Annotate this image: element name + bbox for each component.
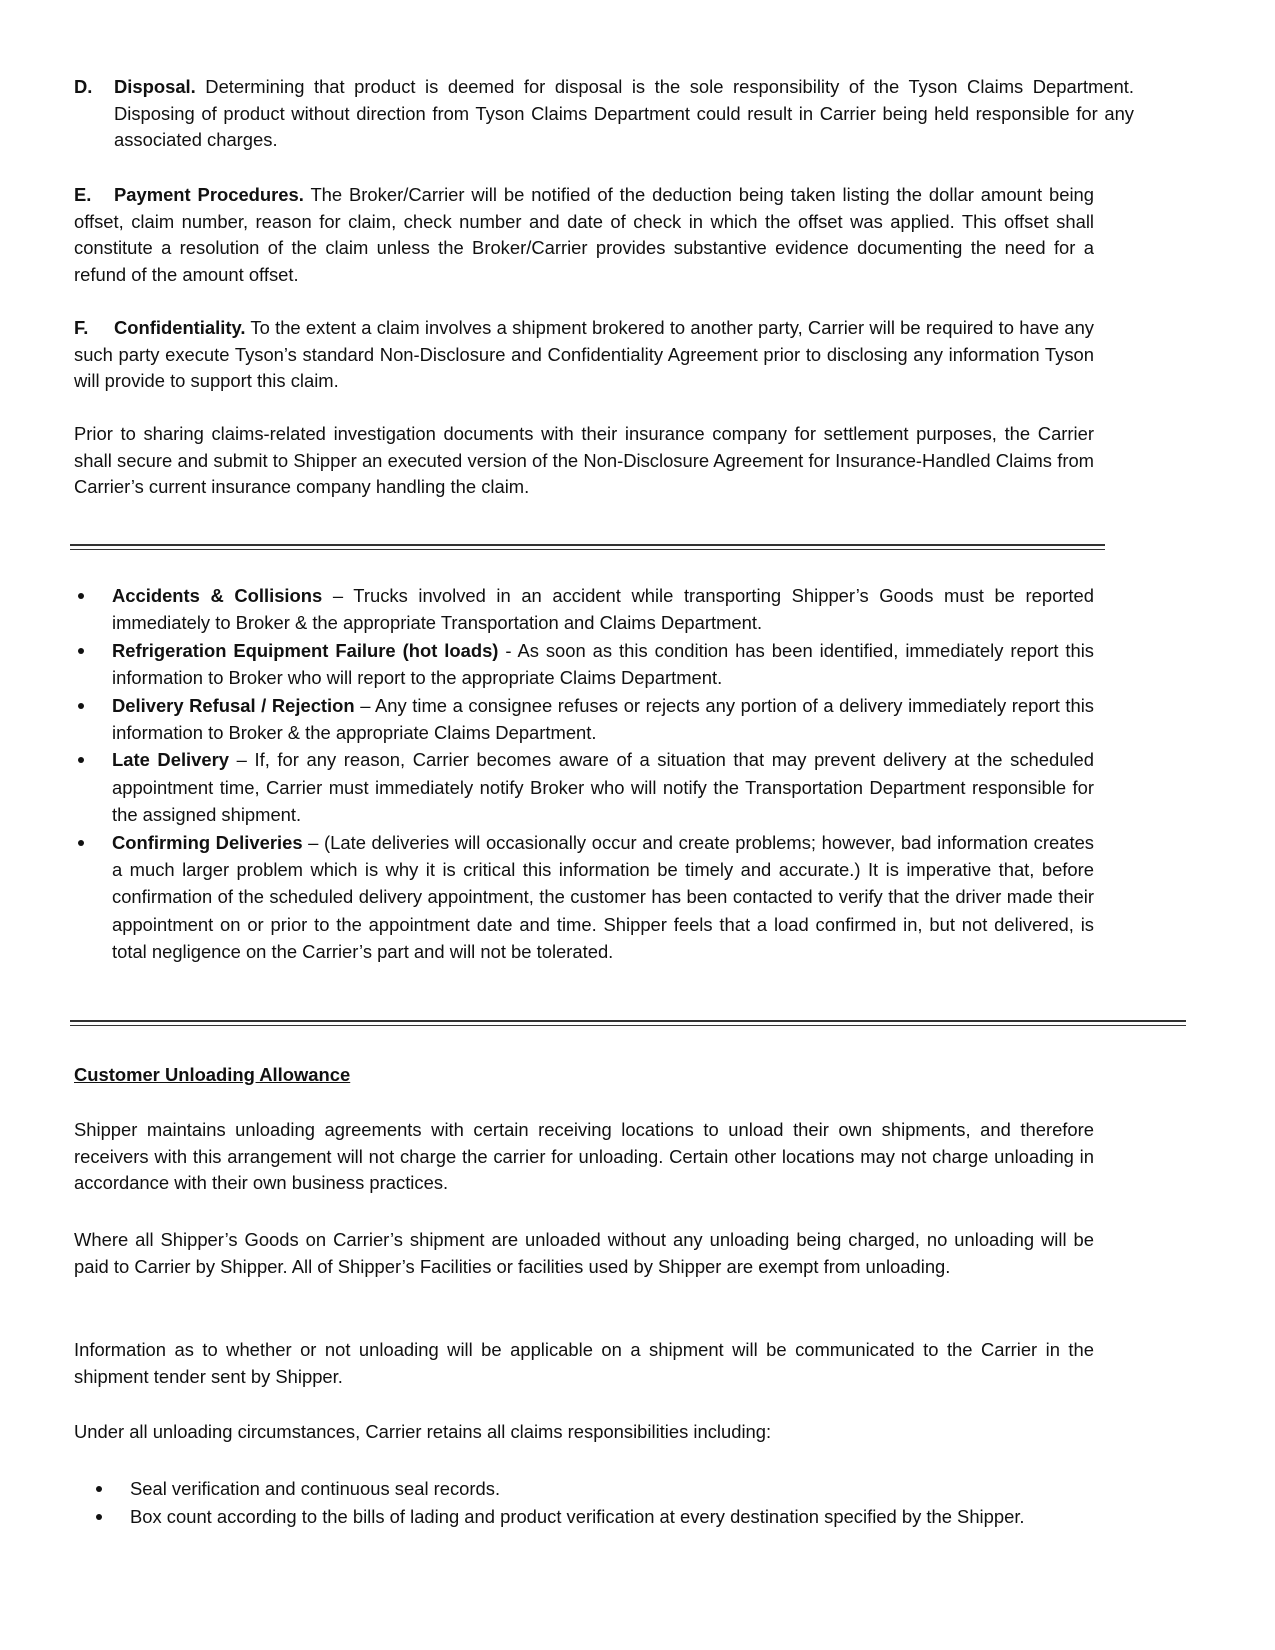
notice-text: – If, for any reason, Carrier becomes aware of a situation that may prevent delivery at the scheduled appointment time, Carrier must immediately notify Broker who will notify the Transportation Department responsible for the assigned shipment. bbox=[112, 749, 1094, 826]
section-f-label: F. bbox=[74, 317, 89, 338]
section-d-label: D. bbox=[74, 76, 93, 97]
list-item bbox=[74, 829, 1094, 966]
list-item bbox=[92, 1503, 1082, 1531]
notice-text: – (Late deliveries will occasionally occur and create problems; however, bad information creates a much larger problem which is why it is critical this information be timely and accurate.) It is imperative that, before confirmation of the scheduled delivery appointment, the customer has been contacted to verify that the driver made their appointment on or prior to the appointment date and time. Shipper feels that a load confirmed in, but not delivered, is total negligence on the Carrier’s part and will not be tolerated. bbox=[112, 831, 1094, 963]
list-item-text: Seal verification and continuous seal records. bbox=[130, 1478, 501, 1499]
bullet-icon bbox=[78, 703, 84, 709]
section-divider bbox=[70, 1020, 1186, 1026]
list-item bbox=[74, 692, 1094, 747]
section-f-title: Confidentiality. bbox=[114, 317, 246, 338]
bullet-icon bbox=[78, 648, 84, 654]
bullet-icon bbox=[78, 593, 84, 599]
claims-responsibility-list bbox=[92, 1475, 1082, 1531]
notice-title: Delivery Refusal / Rejection bbox=[112, 694, 355, 716]
list-item bbox=[92, 1475, 1082, 1503]
list-item bbox=[74, 637, 1094, 692]
section-d-text: Determining that product is deemed for disposal is the sole responsibility of the Tyson Claims Department. Disposing of product without direction from Tyson Claims Department could result in Carrier being held responsible for any associated charges. bbox=[114, 76, 1134, 151]
bullet-icon bbox=[96, 1486, 102, 1492]
section-f-text: To the extent a claim involves a shipment brokered to another party, Carrier will be required to have any such party execute Tyson’s standard Non-Disclosure and Confidentiality Agreement prior to disclosing any information Tyson will provide to support this claim. bbox=[74, 317, 1095, 392]
list-item bbox=[74, 746, 1094, 828]
notice-text: – Any time a consignee refuses or rejects any portion of a delivery immediately report this information to Broker & the appropriate Claims Department. bbox=[112, 694, 1095, 744]
bullet-icon bbox=[96, 1514, 102, 1520]
unloading-paragraph-2: Where all Shipper’s Goods on Carrier’s shipment are unloaded without any unloading being charged, no unloading will be paid to Carrier by Shipper. All of Shipper’s Facilities or facilities used by Shipper are exempt from unloading. bbox=[74, 1229, 1094, 1277]
list-item bbox=[74, 582, 1094, 637]
section-e-payment bbox=[74, 182, 1094, 289]
section-e-text: The Broker/Carrier will be notified of the deduction being taken listing the dollar amount being offset, claim number, reason for claim, check number and date of check in which the offset was applied. This offset shall constitute a resolution of the claim unless the Broker/Carrier provides substantive evidence documenting the need for a refund of the amount offset. bbox=[74, 184, 1095, 286]
notice-title: Refrigeration Equipment Failure (hot loads) bbox=[112, 639, 499, 661]
notice-title: Confirming Deliveries bbox=[112, 831, 303, 853]
section-d-title: Disposal. bbox=[114, 76, 196, 97]
unloading-heading: Customer Unloading Allowance bbox=[74, 1064, 351, 1085]
section-f-confidentiality bbox=[74, 315, 1094, 395]
bullet-icon bbox=[78, 757, 84, 763]
unloading-paragraph-3: Information as to whether or not unloading will be applicable on a shipment will be communicated to the Carrier in the shipment tender sent by Shipper. bbox=[74, 1339, 1094, 1387]
insurance-nda-paragraph: Prior to sharing claims-related investigation documents with their insurance company for settlement purposes, the Carrier shall secure and submit to Shipper an executed version of the Non-Disclosure Agreement for Insurance-Handled Claims from Carrier’s current insurance company handling the claim. bbox=[74, 423, 1094, 498]
unloading-paragraph-1: Shipper maintains unloading agreements with certain receiving locations to unload their own shipments, and therefore receivers with this arrangement will not charge the carrier for unloading. Certain other locations may not charge unloading in accordance with their own business practices. bbox=[74, 1119, 1094, 1194]
unloading-paragraph-4: Under all unloading circumstances, Carrier retains all claims responsibilities including: bbox=[74, 1421, 772, 1442]
notice-title: Late Delivery bbox=[112, 749, 230, 771]
notice-text: - As soon as this condition has been identified, immediately report this information to Broker who will report to the appropriate Claims Department. bbox=[112, 639, 1094, 689]
notice-list bbox=[74, 582, 1094, 966]
section-divider bbox=[70, 544, 1105, 550]
notice-text: – Trucks involved in an accident while transporting Shipper’s Goods must be reported immediately to Broker & the appropriate Transportation and Claims Department. bbox=[112, 585, 1094, 634]
bullet-icon bbox=[78, 840, 84, 846]
section-e-label: E. bbox=[74, 184, 92, 205]
section-e-title: Payment Procedures. bbox=[114, 184, 304, 205]
notice-title: Accidents & Collisions bbox=[112, 585, 323, 606]
section-d-disposal bbox=[74, 74, 1134, 154]
list-item-text: Box count according to the bills of lading and product verification at every destination specified by the Shipper. bbox=[130, 1506, 1025, 1527]
